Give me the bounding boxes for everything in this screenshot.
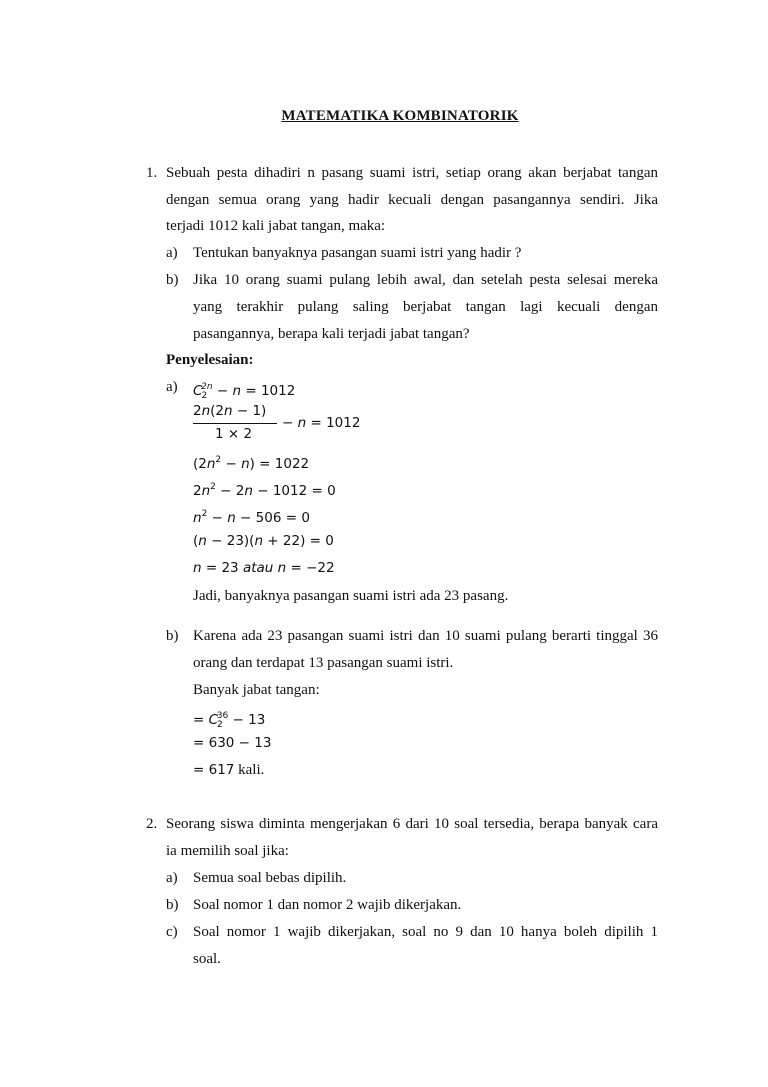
q2-c-line-1	[193, 922, 658, 942]
equation-3: $(2n^2 - n) = 1022$	[193, 455, 310, 472]
fraction-rhs: − n = 1012	[282, 415, 361, 431]
equation-10: = 617 kali.	[193, 762, 265, 778]
q2-line-1-text: Seorang siswa diminta mengerjakan 6 dari 10 soal tersedia, berapa banyak cara	[166, 816, 658, 832]
q1-b-line-2-text: yang terakhir pulang saling berjabat tangan lagi kecuali dengan	[193, 299, 658, 315]
q1-line-3: terjadi 1012 kali jabat tangan, maka:	[166, 218, 386, 234]
q1-b-line-1-text: Jika 10 orang suami pulang lebih awal, dan setelah pesta selesai mereka	[193, 272, 658, 288]
fraction-bar	[193, 423, 277, 424]
q2-line-2: ia memilih soal jika:	[166, 843, 289, 859]
sol-b-line-2: orang dan terdapat 13 pasangan suami istri.	[193, 655, 454, 671]
q2-a-text: Semua soal bebas dipilih.	[193, 870, 347, 886]
q1-line-1	[166, 163, 658, 183]
q2-c-label: c)	[166, 924, 178, 940]
q1-b-label: b)	[166, 272, 179, 288]
q1-number: 1.	[146, 165, 158, 181]
sol-b-label: b)	[166, 628, 179, 644]
equation-9: = 630 − 13	[193, 735, 272, 751]
q1-a-label: a)	[166, 245, 178, 261]
equation-7: n = 23 atau n = −22	[193, 560, 335, 576]
q1-line-2-text: dengan semua orang yang hadir kecuali dengan pasangannya sendiri. Jika	[166, 192, 658, 208]
fraction-numerator: 2n(2n − 1)	[193, 403, 267, 419]
sol-b-line-1	[193, 626, 658, 646]
q2-number: 2.	[146, 816, 158, 832]
equation-5: $n^2 - n - 506 = 0$	[193, 509, 310, 526]
q1-a-text: Tentukan banyaknya pasangan suami istri yang hadir ?	[193, 245, 522, 261]
equation-8: = $C_2^{36} - 13$	[193, 711, 266, 730]
sol-b-kali: kali.	[238, 762, 265, 778]
solution-heading: Penyelesaian:	[166, 352, 254, 368]
q2-a-label: a)	[166, 870, 178, 886]
q2-line-1	[166, 814, 658, 834]
document-title: MATEMATIKA KOMBINATORIK	[281, 108, 519, 124]
sol-b-heading: Banyak jabat tangan:	[193, 682, 320, 698]
sol-b-line-1-text: Karena ada 23 pasangan suami istri dan 10 suami pulang berarti tinggal 36	[193, 628, 658, 644]
equation-6: (n − 23)(n + 22) = 0	[193, 533, 334, 549]
fraction-denominator: 1 × 2	[215, 426, 253, 442]
q2-c-line-2: soal.	[193, 951, 221, 967]
equation-1: $C_2^{2n} - n = 1012$	[193, 382, 296, 401]
q1-b-line-3: pasangannya, berapa kali terjadi jabat tangan?	[193, 326, 470, 342]
sol-a-conclusion: Jadi, banyaknya pasangan suami istri ada 23 pasang.	[193, 588, 509, 604]
q1-line-1-text: Sebuah pesta dihadiri n pasang suami istri, setiap orang akan berjabat tangan	[166, 165, 658, 181]
q2-b-text: Soal nomor 1 dan nomor 2 wajib dikerjakan.	[193, 897, 462, 913]
q2-b-label: b)	[166, 897, 179, 913]
q2-c-line-1-text: Soal nomor 1 wajib dikerjakan, soal no 9 dan 10 hanya boleh dipilih 1	[193, 924, 658, 940]
q1-line-2	[166, 190, 658, 210]
equation-2-fraction	[193, 403, 363, 445]
q1-b-line-1	[193, 270, 658, 290]
q1-b-line-2	[193, 297, 658, 317]
equation-4: $2n^2 - 2n - 1012 = 0$	[193, 482, 336, 499]
sol-a-label: a)	[166, 379, 178, 395]
